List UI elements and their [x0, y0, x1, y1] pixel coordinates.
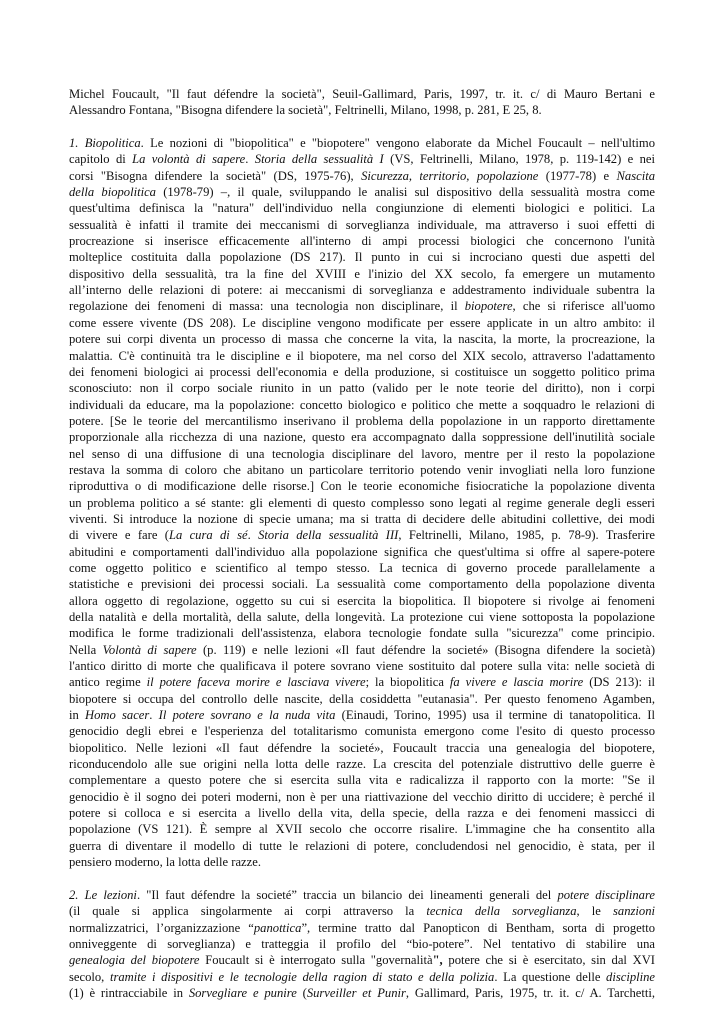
section1-line — [69, 266, 655, 282]
section1-line — [69, 625, 655, 641]
section1-text: corsi "Bisogna difendere la società" (DS, 1975-76), — [69, 168, 362, 183]
section1-text: modifica le forme tradizionali dell'assistenza, elabora tecnologie fondate sulla "sicurezza" come principio. — [69, 626, 655, 641]
section1-line — [69, 217, 655, 233]
section1-text: della biopolitica — [69, 185, 156, 200]
section1-line — [69, 838, 655, 854]
section1-line — [69, 805, 655, 821]
section1-line — [69, 723, 655, 739]
section1-line — [69, 544, 655, 560]
section1-text: come oggetto politico e scientifico al tempo stesso. La tecnica di governo procede parallelamente a — [69, 560, 655, 575]
section1-line — [69, 168, 655, 184]
section1-text: sessualità è infatti il tramite dei meccanismi di sorveglianza individuale, ma attraverso i suoi effetti di — [69, 217, 655, 232]
section2-text: tramite i dispositivi e le tecnologie della ragion di stato e della polizia — [109, 969, 495, 984]
section1-line — [69, 658, 655, 674]
section-biopolitica-paragraph — [69, 135, 655, 870]
section1-text: , Feltrinelli, Milano, 1985, p. 78-9). Trasferire — [398, 528, 655, 543]
section2-text: . La questione delle — [494, 969, 607, 984]
section1-text: dispositivo della sessualità, tra la fine del XVIII e l'inizio del XX secolo, fa emergere un mutamento — [69, 266, 655, 281]
section1-line — [69, 691, 655, 707]
section1-line — [69, 707, 655, 723]
section2-text: normalizzatrici, l’organizzazione “ — [69, 920, 254, 935]
section1-text: (Einaudi, Torino, 1995) usa il termine di tanatopolitica. Il — [335, 708, 655, 723]
section1-line — [69, 642, 655, 658]
section1-line — [69, 282, 655, 298]
section1-text: (1977-78) e — [538, 168, 617, 183]
section2-text: (1) è rintracciabile in — [69, 985, 189, 1000]
section1-line — [69, 756, 655, 772]
section1-text: pensiero moderno, la lotta delle razze. — [69, 855, 261, 870]
section1-text: ; la biopolitica — [365, 675, 450, 690]
section1-text: genocidio degli ebrei e l'esperienza del totalitarismo comunista emergono come l'esito di questo processo — [69, 724, 655, 739]
section2-heading: 2. Le lezioni — [69, 887, 137, 902]
section2-line — [69, 969, 655, 985]
section2-line — [69, 887, 655, 903]
section2-text: secolo, — [69, 969, 110, 984]
section1-text: procreazione si inserisce efficacemente all'interno di ampi processi biologici che concernono l'unità — [69, 234, 655, 249]
section1-line — [69, 364, 655, 380]
section2-text: sanzioni — [613, 904, 655, 919]
section1-text: complementare a questo potere che si esercita sulla vita e radicalizza il rapporto con la morte: "Se il — [69, 773, 655, 788]
paragraph-gap — [69, 871, 655, 887]
section1-text: un problema politico a sé stante: gli elementi di questo complesso sono legati al regime generale degli esseri — [69, 495, 655, 510]
section1-line — [69, 249, 655, 265]
section1-text: riconducendolo alle sue origini nella lotta delle razze. La crescita del potenziale distruttivo delle guerre è — [69, 757, 655, 772]
section1-text: . — [245, 152, 255, 167]
section1-text: La cura di sé — [168, 528, 248, 543]
section2-line — [69, 920, 655, 936]
section1-text: Il potere sovrano e la nuda vita — [158, 708, 336, 723]
section2-text: (il quale si applica singolarmente ai corpi attraverso la — [69, 904, 427, 919]
section1-text: antico regime — [69, 675, 147, 690]
section2-text: discipline — [606, 969, 655, 984]
section1-line — [69, 135, 655, 151]
section1-text: (1978-79) –, il quale, sviluppando le analisi sul dispositivo della sessualità mostra come — [155, 185, 655, 200]
citation-line: Michel Foucault, "Il faut défendre la società", Seuil-Gallimard, Paris, 1997, tr. it. c/ di Mauro Bertani e — [69, 87, 655, 101]
section1-text: riproduttiva o di modificazione delle risorse.] Con le teorie economiche fisiocratiche la popolazione diventa — [69, 479, 655, 494]
section1-text: guerra di diventare il modello di tutte le relazioni di potere, concludendosi nel genocidio, è stata, per il — [69, 838, 655, 853]
section1-text: in — [69, 708, 86, 723]
section1-line — [69, 462, 655, 478]
section2-text: potere che si è esercitato, sin dal XVI — [442, 953, 656, 968]
section1-line — [69, 233, 655, 249]
section1-line — [69, 674, 655, 690]
section2-line — [69, 952, 655, 968]
section1-text: come essere vivente (DS 208). Le discipline vengono modificate per essere applicate in un altro ambito: il — [69, 315, 655, 330]
section1-line — [69, 821, 655, 837]
section1-text: , che si riferisce all'uomo — [512, 299, 655, 314]
section1-text: molteplice costituita dalla popolazione (DS 217). Il punto in cui si incrociano questi due aspetti del — [69, 250, 655, 265]
section1-line — [69, 298, 655, 314]
section2-line — [69, 985, 655, 1001]
section1-text: Storia della sessualità III — [258, 528, 399, 543]
section2-text: panottica — [253, 920, 302, 935]
section1-line — [69, 511, 655, 527]
section1-line — [69, 200, 655, 216]
section1-text: (VS, Feltrinelli, Milano, 1978, p. 119-142) e nei — [383, 152, 655, 167]
section1-text: il potere faceva morire e lasciava vivere — [146, 675, 366, 690]
section1-line — [69, 413, 655, 429]
section2-text: genealogia del biopotere — [69, 953, 200, 968]
section1-text: biopotere — [464, 299, 513, 314]
section1-line — [69, 772, 655, 788]
document-page — [69, 86, 655, 1001]
section1-line — [69, 397, 655, 413]
section2-text: potere disciplinare — [557, 887, 655, 902]
section1-text: Storia della sessualità I — [254, 152, 384, 167]
section1-line — [69, 527, 655, 543]
section1-text: . Le nozioni di "biopolitica" e "biopotere" vengono elaborate da Michel Foucault – nell'ultimo — [140, 136, 655, 151]
section1-line — [69, 495, 655, 511]
section1-text: biopotere si occupa del controllo delle nascite, della cosiddetta "eutanasia". Per questo fenomeno Agamben, — [69, 691, 655, 706]
section1-text: biopolitico. Nelle lezioni «Il faut défendre la societé», Foucault traccia una genealogia del biopotere, — [69, 740, 655, 755]
section2-line — [69, 936, 655, 952]
section1-text: (p. 119) e nelle lezioni «Il faut défendre la societé» (Bisogna difendere la società) — [196, 642, 656, 657]
section1-text: Nella — [69, 642, 103, 657]
section1-line — [69, 380, 655, 396]
section2-text: Sorvegliare e punire — [188, 985, 297, 1000]
section1-text: potere. [Se le teorie del mercantilismo inserivano il problema della popolazione in un rapporto direttamente — [69, 413, 655, 428]
citation — [69, 86, 655, 119]
section1-text: . — [149, 708, 159, 723]
section1-text: genocidio è il sogno dei poteri moderni, non è per una riattivazione del vecchio diritto di uccidere; è perché il — [69, 789, 655, 804]
section1-text: dei fenomeni biologici ai processi dell'economia e della produzione, si costituisce un soggetto politico prima — [69, 364, 655, 379]
section1-text: abitudini e comportamenti dall'individuo alla popolazione significa che quest'ultima si offre al sapere-potere — [69, 544, 655, 559]
section1-line — [69, 854, 655, 870]
section1-text: La volontà di sapere — [132, 152, 246, 167]
section1-text: individuali da educare, ma la popolazione: concetto biologico e politico che mette a soqquadro le relazioni di — [69, 397, 655, 412]
section1-text: fa vivere e lascia morire — [449, 675, 584, 690]
section1-text: di vivere e fare ( — [69, 528, 169, 543]
section1-text: regolazione dei fenomeni di massa: una tecnologia non disciplinare, il — [69, 299, 465, 314]
section1-text: sconosciuto: non il corpo sociale riunito in un patto (valido per le note teorie del diritto), non i corpi — [69, 381, 655, 396]
section1-line — [69, 740, 655, 756]
section1-text: viventi. Si introduce la nozione di specie umana; ma si tratta di decidere delle abitudini collettive, dei modi — [69, 511, 655, 526]
section1-line — [69, 348, 655, 364]
section-lezioni-paragraph — [69, 887, 655, 1001]
section1-text: quest'ultima definisca la "natura" dell'individuo nella congiunzione di elementi biologici e politici. La — [69, 201, 655, 216]
section1-text: statistiche e previsioni dei processi sociali. La sessualità come comportamento della popolazione diventa — [69, 577, 655, 592]
section1-line — [69, 560, 655, 576]
section1-text: Sicurezza, territorio, popolazione — [361, 168, 539, 183]
section1-text: potere sui corpi diventa un processo di massa che concerne la vita, la nascita, la morte, la procreazione, la — [69, 332, 655, 347]
section2-text: Foucault si è interrogato sulla "governalità — [199, 953, 433, 968]
section2-text: ( — [296, 985, 307, 1000]
section1-text: capitolo di — [69, 152, 133, 167]
section1-text: Nascita — [616, 168, 655, 183]
section1-line — [69, 576, 655, 592]
section1-text: allora oggetto di regolazione, oggetto su cui si esercita la biopolitica. Il biopotere si rivolge ai fenomeni — [69, 593, 655, 608]
section2-text: Surveiller et Punir — [306, 985, 406, 1000]
section1-line — [69, 331, 655, 347]
section1-line — [69, 184, 655, 200]
section1-text: della natalità e della mortalità, della salute, della longevità. La protezione cui viene sottoposta la popolazione — [69, 610, 655, 624]
section2-text: , Gallimard, Paris, 1975, tr. it. c/ A. Tarchetti, — [405, 985, 656, 1000]
section1-text: restava la somma di coloro che abitano un particolare territorio potendo venir invogliati nella loro funzione — [69, 462, 655, 477]
section2-line — [69, 903, 655, 919]
section1-line — [69, 478, 655, 494]
section1-line — [69, 609, 655, 625]
section1-line — [69, 446, 655, 462]
section1-text: nel senso di una diffusione di una tecnologia disciplinare del lavoro, mentre per il resto la popolazione — [69, 446, 655, 461]
section1-text: (DS 213): il — [583, 675, 655, 690]
section2-text: ”, termine tratto dal Panopticon di Bentham, sorta di progetto — [301, 920, 655, 935]
section1-line — [69, 593, 655, 609]
section1-line — [69, 429, 655, 445]
section2-text: tecnica della sorveglianza — [426, 904, 577, 919]
section2-text: onniveggente di sorveglianza) e tratteggia il profilo del “bio-potere”. Nel tentativo di stabilire una — [69, 936, 655, 951]
section1-text: l'antico diritto di morte che qualificava il potere sovrano viene sostituito dal potere sulla vita: nelle società di — [69, 659, 655, 674]
section1-text: all’interno delle relazioni di potere: ai meccanismi di sorveglianza e addestramento individuale subentra la — [69, 283, 655, 298]
section2-text: , le — [576, 904, 613, 919]
section2-text: ", — [432, 953, 443, 968]
section2-text: . "Il faut défendre la societé” traccia un bilancio dei lineamenti generali del — [136, 887, 558, 902]
section1-text: malattia. C'è continuità tra le discipline e il biopotere, ma nel corso del XIX secolo, attraverso l'adattamento — [69, 348, 655, 363]
section1-text: Homo sacer — [85, 708, 150, 723]
citation-line: Alessandro Fontana, "Bisogna difendere la società", Feltrinelli, Milano, 1998, p. 281, E 25, 8. — [69, 103, 542, 118]
section1-text: popolazione (VS 121). È sempre al XVII secolo che occorre risalire. L'immagine che ha consentito alla — [69, 822, 655, 837]
section1-text: Volontà di sapere — [102, 642, 197, 657]
section1-line — [69, 151, 655, 167]
section1-text: potere si colloca e si esercita a livello della vita, della specie, della razza e dei fenomeni massicci di — [69, 806, 655, 821]
section1-text: proporzionale alla ricchezza di una nazione, questo era accompagnato dalla soppressione dell'inutilità sociale — [69, 430, 655, 445]
section1-line — [69, 789, 655, 805]
section1-text: . — [247, 528, 259, 543]
paragraph-gap — [69, 119, 655, 135]
section1-heading: 1. Biopolitica — [69, 136, 141, 151]
section1-line — [69, 315, 655, 331]
